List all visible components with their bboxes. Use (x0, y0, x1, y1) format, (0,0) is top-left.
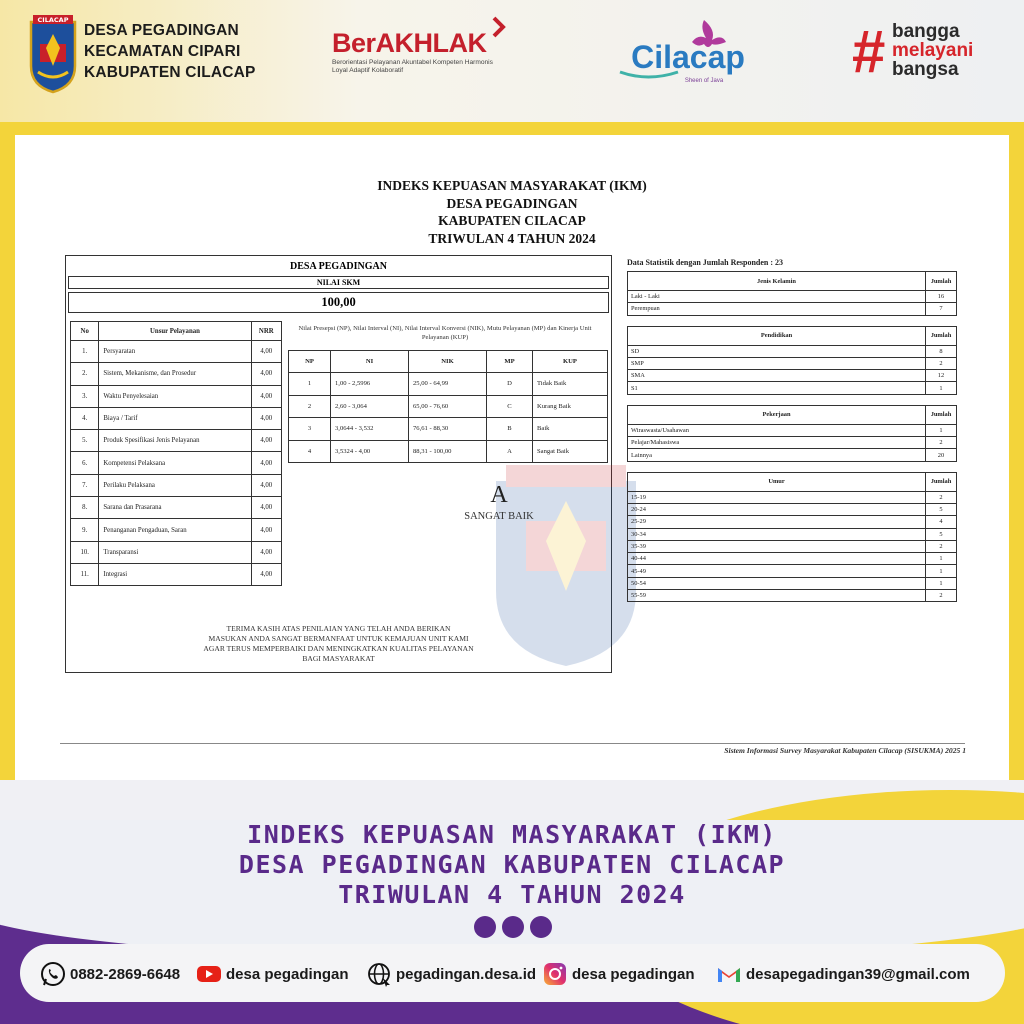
category-value: Wiraswasta/Usahawan (628, 424, 926, 436)
category-value: 20-24 (628, 503, 926, 515)
title-line: DESA PEGADINGAN (446, 195, 578, 211)
column-header: KUP (533, 351, 608, 373)
village-line: DESA PEGADINGAN (84, 22, 239, 39)
nrr-value: 4,00 (251, 519, 281, 541)
bangsa-line: bangsa (892, 59, 959, 80)
youtube-icon (196, 961, 222, 987)
count-value: 12 (926, 370, 957, 382)
contact-bar (20, 944, 1005, 1002)
table-header-row (628, 472, 957, 491)
statistics-title: Data Statistik dengan Jumlah Responden : 23 (627, 258, 784, 267)
dot (502, 916, 524, 938)
instagram-icon (542, 961, 568, 987)
count-header: Jumlah (926, 326, 957, 345)
thanks-line: BAGI MASYARAKAT (302, 654, 375, 663)
table-row (71, 563, 282, 585)
np-value: 1 (289, 373, 331, 396)
berakhlak-tagline: Berorientasi Pelayanan Akuntabel Kompeten Harmonis Loyal Adaptif Kolaboratif (332, 59, 493, 74)
table-row (289, 440, 608, 463)
table-row (71, 519, 282, 541)
kup-label: Baik (533, 418, 608, 441)
count-value: 2 (926, 491, 957, 503)
row-number: 9. (71, 519, 99, 541)
count-header: Jumlah (926, 272, 957, 291)
cilacap-emblem-icon (28, 14, 78, 94)
table-header-row (71, 322, 282, 341)
table-row (71, 341, 282, 363)
table-row (628, 345, 957, 357)
mp-grade: C (487, 395, 533, 418)
document-title (15, 177, 1009, 247)
count-value: 7 (926, 303, 957, 315)
service-element: Perilaku Pelaksana (99, 474, 251, 496)
category-value: SMP (628, 357, 926, 369)
row-number: 6. (71, 452, 99, 474)
column-header: NI (331, 351, 409, 373)
nrr-value: 4,00 (251, 363, 281, 385)
regency-line: KABUPATEN CILACAP (84, 64, 256, 81)
header-bar (0, 0, 1024, 122)
title-line: INDEKS KEPUASAN MASYARAKAT (IKM) (377, 178, 647, 193)
website-url: pegadingan.desa.id (396, 965, 537, 983)
berakhlak-name: BerAKHLAK (332, 28, 487, 58)
service-element: Sistem, Mekanisme, dan Prosedur (99, 363, 251, 385)
category-value: Perempuan (628, 303, 926, 315)
table-row (628, 553, 957, 565)
service-grade-label: SANGAT BAIK (464, 511, 534, 522)
nrr-value: 4,00 (251, 474, 281, 496)
system-footnote: Sistem Informasi Survey Masyarakat Kabupaten Cilacap (SISUKMA) 2025 1 (724, 746, 966, 755)
service-element: Persyaratan (99, 341, 251, 363)
category-value: Laki - Laki (628, 291, 926, 303)
nik-range: 65,00 - 76,60 (409, 395, 487, 418)
count-value: 1 (926, 424, 957, 436)
thanks-line: TERIMA KASIH ATAS PENILAIAN YANG TELAH ANDA BERIKAN (226, 624, 451, 633)
service-element: Biaya / Tarif (99, 407, 251, 429)
service-element: Kompetensi Pelaksana (99, 452, 251, 474)
table-row (71, 497, 282, 519)
count-value: 4 (926, 516, 957, 528)
melayani-line: melayani (892, 40, 974, 61)
table-row (628, 291, 957, 303)
statistics-table (627, 271, 957, 316)
table-row (289, 395, 608, 418)
category-header: Umur (628, 472, 926, 491)
column-header: Unsur Pelayanan (99, 322, 251, 341)
statistics-table (627, 405, 957, 462)
count-value: 2 (926, 540, 957, 552)
kup-label: Sangat Baik (533, 440, 608, 463)
instagram-handle: desa pegadingan (572, 965, 695, 983)
table-row (628, 516, 957, 528)
table-row (628, 449, 957, 461)
count-value: 1 (926, 382, 957, 394)
gmail-icon (716, 961, 742, 987)
nik-range: 25,00 - 64,99 (409, 373, 487, 396)
count-value: 2 (926, 590, 957, 602)
count-header: Jumlah (926, 472, 957, 491)
nrr-value: 4,00 (251, 430, 281, 452)
count-header: Jumlah (926, 405, 957, 424)
count-value: 1 (926, 577, 957, 589)
mp-grade: D (487, 373, 533, 396)
berakhlak-logo (332, 28, 502, 75)
email-address: desapegadingan39@gmail.com (746, 965, 970, 983)
category-value: Pelajar/Mahasiswa (628, 437, 926, 449)
hashtag-icon: # (852, 18, 886, 85)
respondent-statistics (627, 258, 957, 612)
table-row (628, 540, 957, 552)
table-row (71, 430, 282, 452)
table-row (71, 474, 282, 496)
nrr-value: 4,00 (251, 385, 281, 407)
service-element: Penanganan Pengaduan, Saran (99, 519, 251, 541)
column-header: NP (289, 351, 331, 373)
row-number: 3. (71, 385, 99, 407)
youtube-contact[interactable] (196, 962, 349, 986)
category-value: 50-54 (628, 577, 926, 589)
svg-text:Cilacap: Cilacap (631, 39, 745, 75)
category-header: Pekerjaan (628, 405, 926, 424)
table-row (289, 373, 608, 396)
nrr-value: 4,00 (251, 497, 281, 519)
service-elements-table (70, 321, 282, 586)
whatsapp-number: 0882-2869-6648 (70, 965, 181, 983)
banner-line: DESA PEGADINGAN KABUPATEN CILACAP (238, 850, 786, 879)
nrr-value: 4,00 (251, 541, 281, 563)
ni-range: 3,0644 - 3,532 (331, 418, 409, 441)
count-value: 8 (926, 345, 957, 357)
row-number: 4. (71, 407, 99, 429)
village-name (84, 20, 256, 83)
nik-range: 88,31 - 100,00 (409, 440, 487, 463)
nrr-value: 4,00 (251, 452, 281, 474)
table-row (628, 357, 957, 369)
cilacap-sheen-of-java-logo (608, 16, 768, 96)
kup-label: Kurang Baik (533, 395, 608, 418)
row-number: 11. (71, 563, 99, 585)
count-value: 20 (926, 449, 957, 461)
legend-note: Nilai Presepsi (NP), Nilai Interval (NI), Nilai Interval Konversi (NIK), Mutu Pelayanan (MP) dan Kinerja Unit Pelayanan (KUP) (298, 325, 592, 341)
count-value: 1 (926, 565, 957, 577)
table-row (628, 303, 957, 315)
table-row (628, 437, 957, 449)
rating-legend-table (288, 350, 608, 463)
table-row (628, 503, 957, 515)
column-header: No (71, 322, 99, 341)
mp-grade: B (487, 418, 533, 441)
email-contact[interactable] (716, 962, 970, 986)
category-value: 25-29 (628, 516, 926, 528)
column-header: MP (487, 351, 533, 373)
np-value: 4 (289, 440, 331, 463)
column-header: NIK (409, 351, 487, 373)
ikm-document (15, 135, 1009, 780)
website-contact[interactable] (366, 962, 536, 986)
category-value: S1 (628, 382, 926, 394)
svg-text:CILACAP: CILACAP (37, 16, 69, 24)
service-element: Transparansi (99, 541, 251, 563)
nrr-value: 4,00 (251, 563, 281, 585)
row-number: 7. (71, 474, 99, 496)
banner-line: TRIWULAN 4 TAHUN 2024 (338, 880, 686, 909)
count-value: 2 (926, 437, 957, 449)
category-value: 35-39 (628, 540, 926, 552)
count-value: 5 (926, 528, 957, 540)
category-value: 45-49 (628, 565, 926, 577)
table-row (628, 565, 957, 577)
row-number: 10. (71, 541, 99, 563)
nik-range: 76,61 - 88,30 (409, 418, 487, 441)
count-value: 2 (926, 357, 957, 369)
category-value: 55-59 (628, 590, 926, 602)
youtube-channel: desa pegadingan (226, 965, 349, 983)
footer-divider (60, 743, 965, 744)
category-value: 15-19 (628, 491, 926, 503)
column-header: NRR (251, 322, 281, 341)
table-row (71, 452, 282, 474)
table-row (628, 382, 957, 394)
lower-banner (0, 780, 1024, 1024)
category-value: Lainnya (628, 449, 926, 461)
svg-text:Sheen of Java: Sheen of Java (684, 78, 724, 84)
skm-value: 100,00 (68, 292, 609, 313)
category-value: 40-44 (628, 553, 926, 565)
service-element: Produk Spesifikasi Jenis Pelayanan (99, 430, 251, 452)
table-header-row (628, 405, 957, 424)
dot (530, 916, 552, 938)
table-row (289, 418, 608, 441)
box-title: DESA PEGADINGAN (290, 261, 387, 272)
ni-range: 2,60 - 3,064 (331, 395, 409, 418)
nrr-value: 4,00 (251, 407, 281, 429)
kup-label: Tidak Baik (533, 373, 608, 396)
ni-range: 1,00 - 2,5996 (331, 373, 409, 396)
category-value: 30-34 (628, 528, 926, 540)
skm-summary-box (65, 255, 612, 673)
table-header-row (628, 326, 957, 345)
count-value: 5 (926, 503, 957, 515)
table-header-row (289, 351, 608, 373)
banner-line: INDEKS KEPUASAN MASYARAKAT (IKM) (247, 820, 777, 849)
instagram-contact[interactable] (542, 962, 695, 986)
table-row (628, 424, 957, 436)
whatsapp-contact[interactable] (40, 962, 180, 986)
title-line: KABUPATEN CILACAP (438, 213, 586, 228)
statistics-table (627, 326, 957, 395)
dot (474, 916, 496, 938)
table-row (628, 528, 957, 540)
count-value: 16 (926, 291, 957, 303)
dots-decoration (474, 916, 554, 938)
table-row (71, 407, 282, 429)
district-line: KECAMATAN CIPARI (84, 43, 241, 60)
skm-label: NILAI SKM (68, 276, 609, 289)
service-element: Sarana dan Prasarana (99, 497, 251, 519)
globe-icon (366, 961, 392, 987)
row-number: 8. (71, 497, 99, 519)
table-row (628, 370, 957, 382)
np-value: 3 (289, 418, 331, 441)
table-row (628, 590, 957, 602)
table-row (71, 385, 282, 407)
service-grade: A (490, 482, 508, 508)
row-number: 2. (71, 363, 99, 385)
bangga-line: bangga (892, 21, 960, 42)
service-element: Integrasi (99, 563, 251, 585)
thanks-line: AGAR TERUS MEMPERBAIKI DAN MENINGKATKAN KUALITAS PELAYANAN (203, 644, 474, 653)
banner-title (0, 820, 1024, 910)
category-header: Pendidikan (628, 326, 926, 345)
table-row (71, 541, 282, 563)
row-number: 5. (71, 430, 99, 452)
np-value: 2 (289, 395, 331, 418)
service-element: Waktu Penyelesaian (99, 385, 251, 407)
row-number: 1. (71, 341, 99, 363)
category-value: SD (628, 345, 926, 357)
table-row (71, 363, 282, 385)
chevron-right-icon (492, 16, 506, 38)
table-row (628, 491, 957, 503)
title-line: TRIWULAN 4 TAHUN 2024 (428, 230, 596, 246)
statistics-table (627, 472, 957, 603)
nrr-value: 4,00 (251, 341, 281, 363)
mp-grade: A (487, 440, 533, 463)
thank-you-message (66, 624, 611, 664)
category-value: SMA (628, 370, 926, 382)
whatsapp-icon (40, 961, 66, 987)
count-value: 1 (926, 553, 957, 565)
table-header-row (628, 272, 957, 291)
thanks-line: MASUKAN ANDA SANGAT BERMANFAAT UNTUK KEMAJUAN UNIT KAMI (208, 634, 469, 643)
table-row (628, 577, 957, 589)
category-header: Jenis Kelamin (628, 272, 926, 291)
ni-range: 3,5324 - 4,00 (331, 440, 409, 463)
bangga-words (892, 22, 973, 79)
